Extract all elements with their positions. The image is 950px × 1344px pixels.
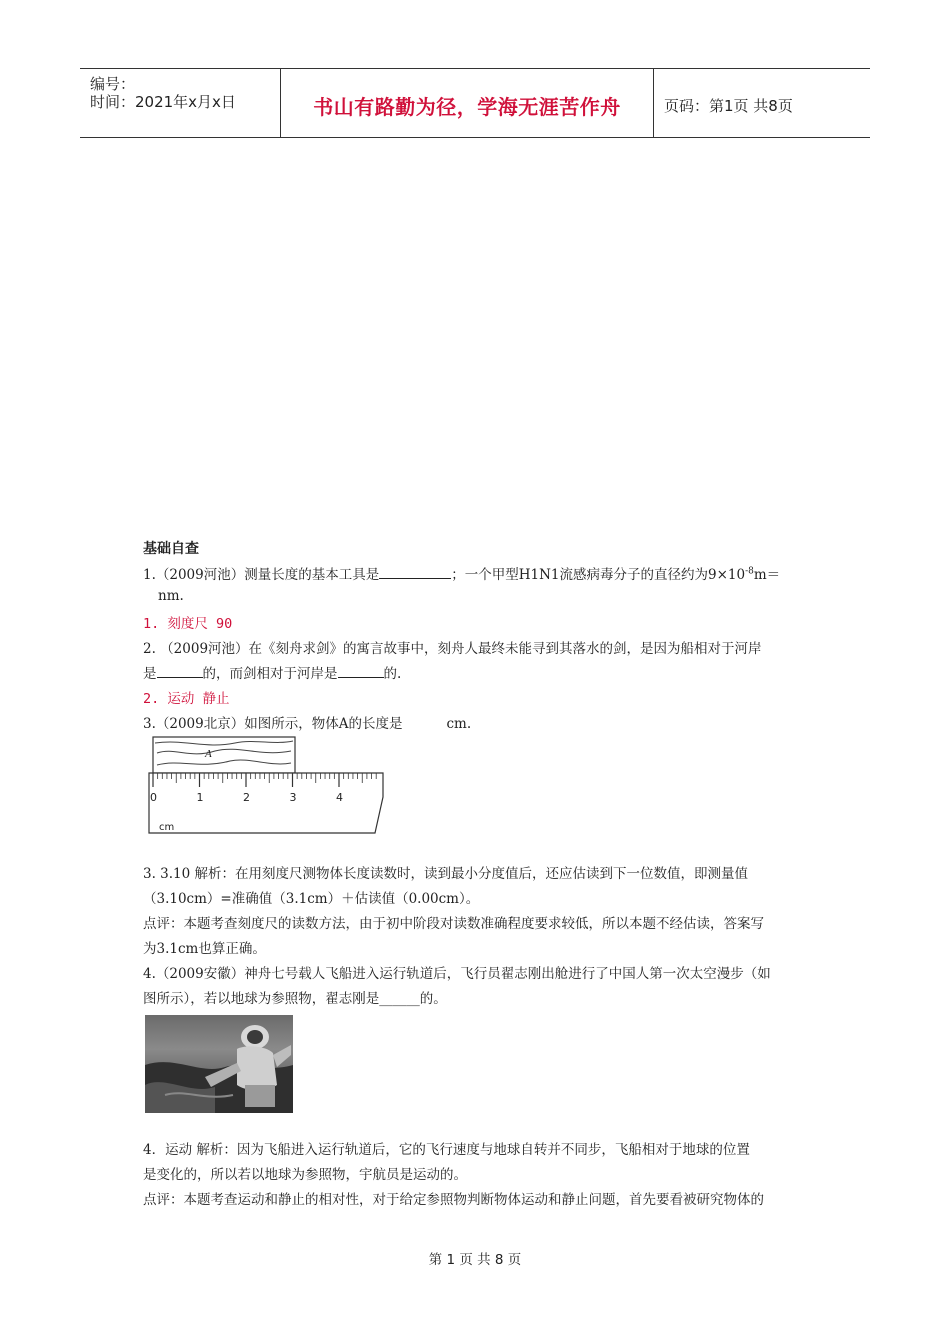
q4-comment-1: 点评：本题考查运动和静止的相对性，对于给定参照物判断物体运动和静止问题，首先要看被研究物体的 (143, 1192, 764, 1208)
q2-answer: 2. 运动 静止 (143, 691, 230, 707)
q1-exponent: -8 (745, 566, 754, 577)
q4-solution-1: 4．运动 解析：因为飞船进入运行轨道后，它的飞行速度与地球自转并不同步，飞船相对于地球的位置 (143, 1142, 750, 1158)
q4-line1: 4.（2009安徽）神舟七号载人飞船进入运行轨道后，飞行员翟志刚出舱进行了中国人第一次太空漫步（如 (143, 966, 771, 982)
q1-answer: 1. 刻度尺 90 (143, 616, 233, 632)
ruler-tick-label: 0 (150, 791, 157, 804)
q4-solution-2: 是变化的，所以若以地球为参照物，宇航员是运动的。 (143, 1167, 467, 1183)
header-info-cell (80, 69, 281, 137)
q2-text-a: 是 (143, 666, 157, 682)
q1-text-c: m＝ (753, 567, 781, 583)
q4-line2: 图所示），若以地球为参照物，翟志刚是______的。 (143, 991, 447, 1007)
q3-comment-2: 为3.1cm也算正确。 (143, 941, 266, 957)
q3-text-b: cm. (446, 716, 472, 732)
q1-line2: nm. (158, 588, 184, 604)
q2-text-c: 的. (383, 666, 402, 682)
section-title: 基础自查 (143, 541, 199, 557)
q2-blank-1 (157, 664, 203, 678)
object-a-label: A (205, 748, 212, 760)
q1-text-b: ；一个甲型H1N1流感病毒分子的直径约为9×10 (451, 567, 746, 583)
q2-text-b: 的，而剑相对于河岸是 (202, 666, 338, 682)
motto-text: 书山有路勤为径，学海无涯苦作舟 (313, 95, 621, 119)
object-a (153, 737, 295, 773)
spacewalk-photo (145, 1015, 293, 1113)
page-footer: 第 1 页 共 8 页 (428, 1252, 522, 1268)
q2-blank-2 (338, 664, 384, 678)
ruler-tick-label: 3 (289, 791, 297, 804)
number-label: 编号： (90, 75, 136, 93)
q3-line1 (143, 712, 471, 732)
ruler-figure (145, 735, 385, 835)
q1-text-a: 1.（2009河池）测量长度的基本工具是 (143, 567, 380, 583)
ruler-unit: cm (159, 822, 175, 833)
header-table (80, 68, 870, 138)
q1-line1 (143, 563, 780, 583)
q3-comment-1: 点评：本题考查刻度尺的读数方法，由于初中阶段对读数准确程度要求较低，所以本题不经估读，答案写 (143, 916, 764, 932)
time-label: 时间：2021年x月x日 (90, 93, 236, 111)
ruler-tick-label: 4 (336, 791, 343, 804)
q3-text-a: 3.（2009北京）如图所示，物体A的长度是 (143, 716, 403, 732)
q2-line2 (143, 662, 401, 682)
ruler-tick-label: 1 (196, 791, 204, 804)
ruler-tick-label: 2 (243, 791, 250, 804)
q3-solution-2: （3.10cm）=准确值（3.1cm）＋估读值（0.00cm）。 (143, 891, 480, 907)
q3-solution-1: 3. 3.10 解析：在用刻度尺测物体长度读数时，读到最小分度值后，还应估读到下一位数值，即测量值 (143, 866, 749, 882)
ruler-body (149, 773, 383, 833)
header-motto-cell (281, 69, 654, 137)
page-label: 页码：第1页 共8页 (664, 97, 793, 115)
q1-blank-1 (379, 565, 451, 579)
header-page-cell (654, 69, 870, 137)
q2-line1: 2. （2009河池）在《刻舟求剑》的寓言故事中，刻舟人最终未能寻到其落水的剑，是因为船相对于河岸 (143, 641, 762, 657)
